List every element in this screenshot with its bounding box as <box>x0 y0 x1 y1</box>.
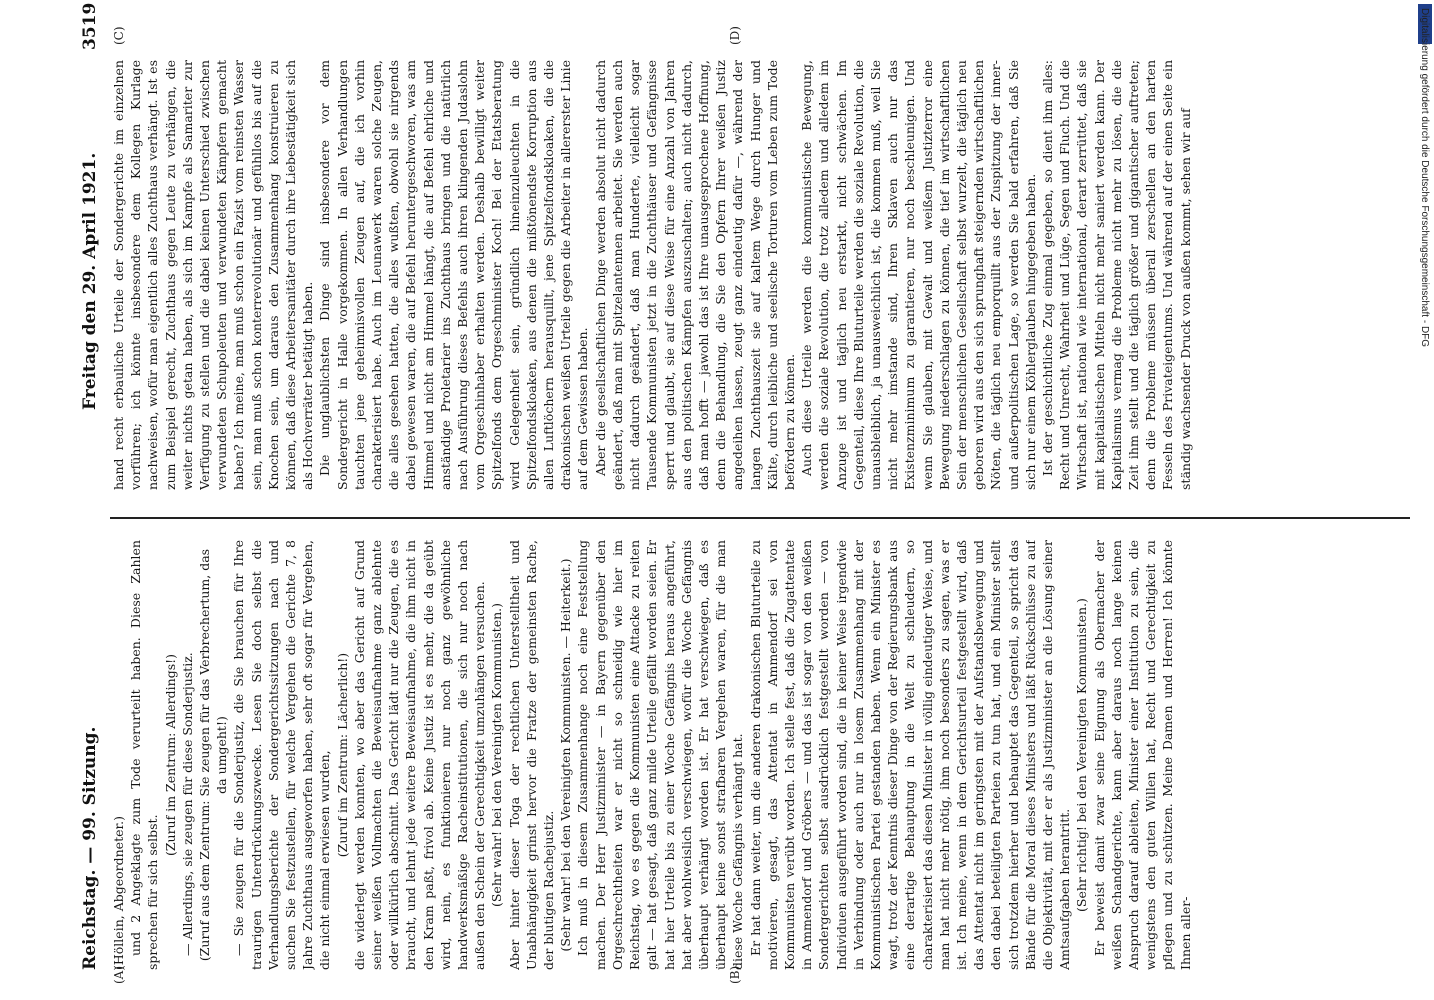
margin-marker-c: (C) <box>112 26 126 45</box>
column-divider <box>110 517 1410 519</box>
interjection: (Zuruf aus dem Zentrum: Sie zeugen für das Verbrechertum, das da umgeht!) <box>197 548 230 962</box>
paragraph: hand recht erbauliche Urteile der Sondergerichte im einzelnen vorführen; ich könnte insbesondere dem Kollegen Kurlage nachweisen, wofür man eigentlich alles Zuchthaus verhängt. Ist es zum Beispiel gerecht, Zuchthaus gegen Leute zu verhängen, die weiter nichts getan haben, als sich im Kampfe als Samariter zur Verfügung zu stellen und die dabei keinen Unterschied zwischen verwundeten Schupoleuten und verwundeten Kämpfern gemacht haben? Ich meine, man muß schon ein Fazist vom reinsten Wasser sein, man muß schon konterrevolutionär und gefühllos bis auf die Knochen sein, um daraus den Zusammenhang konstruieren zu können, daß diese Arbeitersanitäter durch ihre Liebestätigkeit sich als Hochverräter betätigt haben. <box>111 60 316 490</box>
paragraph: Auch diese Urteile werden die kommunistische Bewegung, werden die soziale Revolution, die trotz alledem und alledem im Anzuge ist und täglich neu erstarkt, nicht schwächen. Im Gegenteil, diese Ihre Bluturteile werden die soziale Revolution, die unausbleiblich, ja unausweichlich ist, die kommen muß, weil Sie nicht mehr imstande sind, Ihren Sklaven auch nur das Existenzminimum zu garantieren, nur noch beschleunigen. Und wenn Sie glauben, mit Gewalt und weißem Justizterror eine Bewegung niederschlagen zu können, die tief im wirtschaftlichen Sein der menschlichen Gesellschaft selbst wurzelt, die täglich neu geboren wird aus den sich sprunghaft steigernden wirtschaftlichen Nöten, die täglich neu emporquillt aus der Zuspitzung der inner- und außerpolitischen Lage, so werden Sie bald erfahren, daß Sie sich nur einem Köhlerglauben hingegeben haben. <box>799 60 1038 490</box>
interjection: (Sehr wahr! bei den Vereinigten Kommunisten. — Heiterkeit.) <box>558 558 574 952</box>
paragraph: Aber die gesellschaftlichen Dinge werden absolut nicht dadurch geändert, daß man mit Spitzelantennen arbeitet. Sie werden auch nicht dadurch geändert, daß man Hunderte, vielleicht sogar Tausende Kommunisten jetzt in die Zuchthäuser und Gefängnisse sperrt und glaubt, sie auf diese Weise für eine Anzahl von Jahren aus den politischen Kämpfen auszuschalten; auch nicht dadurch, daß man hofft — jawohl das ist Ihre unausgesprochene Hoffnung, denn die Behandlung, die Sie den Opfern Ihrer weißen Justiz angedeihen lassen, zeugt ganz eindeutig dafür —, während der langen Zuchthauszeit sie auf kaltem Wege durch Hunger und Kälte, durch leibliche und seelische Torturen vom Leben zum Tode befördern zu können. <box>592 60 797 490</box>
credit-text: Digitalisierung gefördert durch die Deutsche Forschungsgemeinschaft - DFG <box>1419 8 1430 348</box>
paragraph: Er beweist damit zwar seine Eignung als Obermacher der weißen Schandgerichte, kann aber daraus noch lange keinen Anspruch darauf ableiten, Minister einer Institution zu sein, die wenigstens den guten Willen hat, Recht und Gerechtigkeit zu pflegen und zu schützen. Meine Damen und Herren! Ich könnte Ihnen aller- <box>1091 540 1193 970</box>
header-left: Reichstag. — 99. Sitzung. <box>80 726 100 970</box>
page-number <box>80 3 100 50</box>
paragraph: Ich muß in diesem Zusammenhange noch eine Feststellung machen. Der Herr Justizminister — in Bayern gegenüber den Orgeschrechtheiten war er nicht so schneidig wie hier im Reichstag, wo es gegen die Kommunisten eine Attacke zu reiten galt — hat gesagt, daß ganz milde Urteile gefällt worden seien. Er hat hier Urteile bis zu einer Woche Gefängnis heraus angeführt, hat aber wohlweislich verschwiegen, wofür die Woche Gefängnis überhaupt verhängt worden ist. Er hat verschwiegen, daß es überhaupt keine sonst strafbaren Vergehen waren, für die man diese Woche Gefängnis verhängt hat. <box>575 540 746 970</box>
digitization-credit <box>1418 8 1434 708</box>
paragraph: — Allerdings, sie zeugen für diese Sonderjustiz. <box>179 652 195 956</box>
header-date: Freitag den 29. April 1921. <box>80 152 100 410</box>
interjection: (Zuruf im Zentrum: Lächerlich!) <box>334 652 350 858</box>
interjection: (Zuruf im Zentrum: Allerdings!) <box>162 653 178 857</box>
margin-marker-a: (A) <box>112 965 126 984</box>
interjection: (Sehr wahr! bei den Vereinigten Kommunisten.) <box>489 602 505 908</box>
paragraph: die widerlegt werden konnten, wo aber das Gericht auf Grund seiner weißen Vollmachten die Beweisaufnahme ganz ablehnte oder willkürlich abschnitt. Das Gericht lädt nur die Zeugen, die es braucht, und lehnt jede weitere Beweisaufnahme, die ihm nicht in den Kram paßt, frivol ab. Keine Justiz ist es mehr, die da geübt wird, nein, es funktionieren nur noch ganz gewöhnliche handwerksmäßige Racheinstitutionen, die sich nur noch nach außen den Schein der Gerechtigkeit umzuhängen versuchen. <box>351 540 488 970</box>
paragraph: — Sie zeugen für die Sonderjustiz, die Sie brauchen für Ihre traurigen Unterdrückungszwecke. Lesen Sie doch selbst die Verhandlungsberichte der Sondergerichtssitzungen nach und suchen Sie festzustellen, für welche Vergehen die Gerichte 7, 8 Jahre Zuchthaus ausgeworfen haben, sehr oft sogar für Vergehen, die nicht einmal erwiesen wurden, <box>231 540 333 970</box>
margin-marker-b: (B) <box>728 965 742 984</box>
margin-marker-d: (D) <box>728 26 742 45</box>
paragraph: und 2 Angeklagte zum Tode verurteilt haben. Diese Zahlen sprechen für sich selbst. <box>128 540 161 970</box>
paragraph: Die unglaublichsten Dinge sind insbesondere vor dem Sondergericht in Halle vorgekommen. In allen Verhandlungen tauchten jene geheimnisvollen Zeugen auf, die ich vorhin charakterisiert habe. Auch im Leunawerk waren solche Zeugen, die alles gesehen hatten, die alles wußten, obwohl sie nirgends dabei gewesen waren, die auf Befehl heruntergeschworen, was am Himmel und nicht am Himmel hängt, die auf Befehl ehrliche und anständige Proletarier ins Zuchthaus bringen und die natürlich nach Ausführung dieses Befehls auch ihren klingenden Judaslohn vom Orgeschinhaber erhalten werden. Deshalb bewilligt weiter Spitzelfonds dem Orgeschminister Koch! Bei der Etatsberatung wird Gelegenheit sein, gründlich hineinzuleuchten in die Spitzelfondskloaken, aus denen die mißtönendste Korruption aus allen Luftlöchern herausquillt, jene Spitzelfondskloaken, die die drakonischen weißen Urteile gegen die Arbeiter in allererster Linie auf dem Gewissen haben. <box>317 60 591 490</box>
paragraph: Aber hinter dieser Toga der rechtlichen Unterstelltheit und Unabhängigkeit grinst hervor die Fratze der gemeinsten Rache, der blutigen Rachejustiz. <box>506 540 557 970</box>
column-right <box>110 60 1420 490</box>
paragraph: Ist der geschichtliche Zug einmal gegeben, so dient ihm alles: Recht und Unrecht, Wahrheit und Lüge, Segen und Fluch. Und die Wirtschaft ist, national wie international, derart zerrüttet, daß sie mit kapitalistischen Mitteln nicht mehr saniert werden kann. Der Kapitalismus vermag die Probleme nicht mehr zu lösen, die die Zeit ihm stellt und die täglich größer und gigantischer auftreten; denn die Probleme müssen überall zerschellen an den harten Fesseln des Privateigentums. Und während auf der einen Seite ein ständig wachsender Druck von außen kommt, sehen wir auf <box>1039 60 1193 490</box>
speaker-line: (Höllein, Abgeordneter.) <box>111 816 126 970</box>
running-header <box>80 30 106 970</box>
column-left <box>110 540 1420 970</box>
page-number-text: 3519 <box>80 2 100 50</box>
paragraph: Er hat dann weiter, um die anderen drakonischen Bluturteile zu motivieren, gesagt, das Attentat in Ammendorf sei von Kommunisten verübt worden. Ich stelle fest, daß die Zugattentate in Ammendorf und Gröbers — und das ist sogar von den weißen Sondergerichten selbst ausdrücklich festgestellt worden — von Individuen ausgeführt worden sind, die in keiner Weise irgendwie in Verbindung oder auch nur in losem Zusammenhang mit der Kommunistischen Partei gestanden haben. Wenn ein Minister es wagt, trotz der Kenntnis dieser Dinge von der Regierungsbank aus eine derartige Behauptung in die Welt zu schleudern, so charakterisiert das diesen Minister in völlig eindeutiger Weise, und man hat nicht mehr nötig, ihm noch besonders zu sagen, was er ist. Ich meine, wenn in dem Gerichtsurteil festgestellt wird, daß das Attentat nicht im geringsten mit der Aufstandsbewegung und den dabei beteiligten Parteien zu tun hat, und ein Minister stellt sich trotzdem hierher und behauptet das Gegenteil, so spricht das Bände für die Moral dieses Ministers und läßt Rückschlüsse zu auf die Objektivität, mit der er als Justizminister an die Lösung seiner Amtsaufgaben herantritt. <box>747 540 1073 970</box>
interjection: (Sehr richtig! bei den Vereinigten Kommunisten.) <box>1074 598 1090 912</box>
